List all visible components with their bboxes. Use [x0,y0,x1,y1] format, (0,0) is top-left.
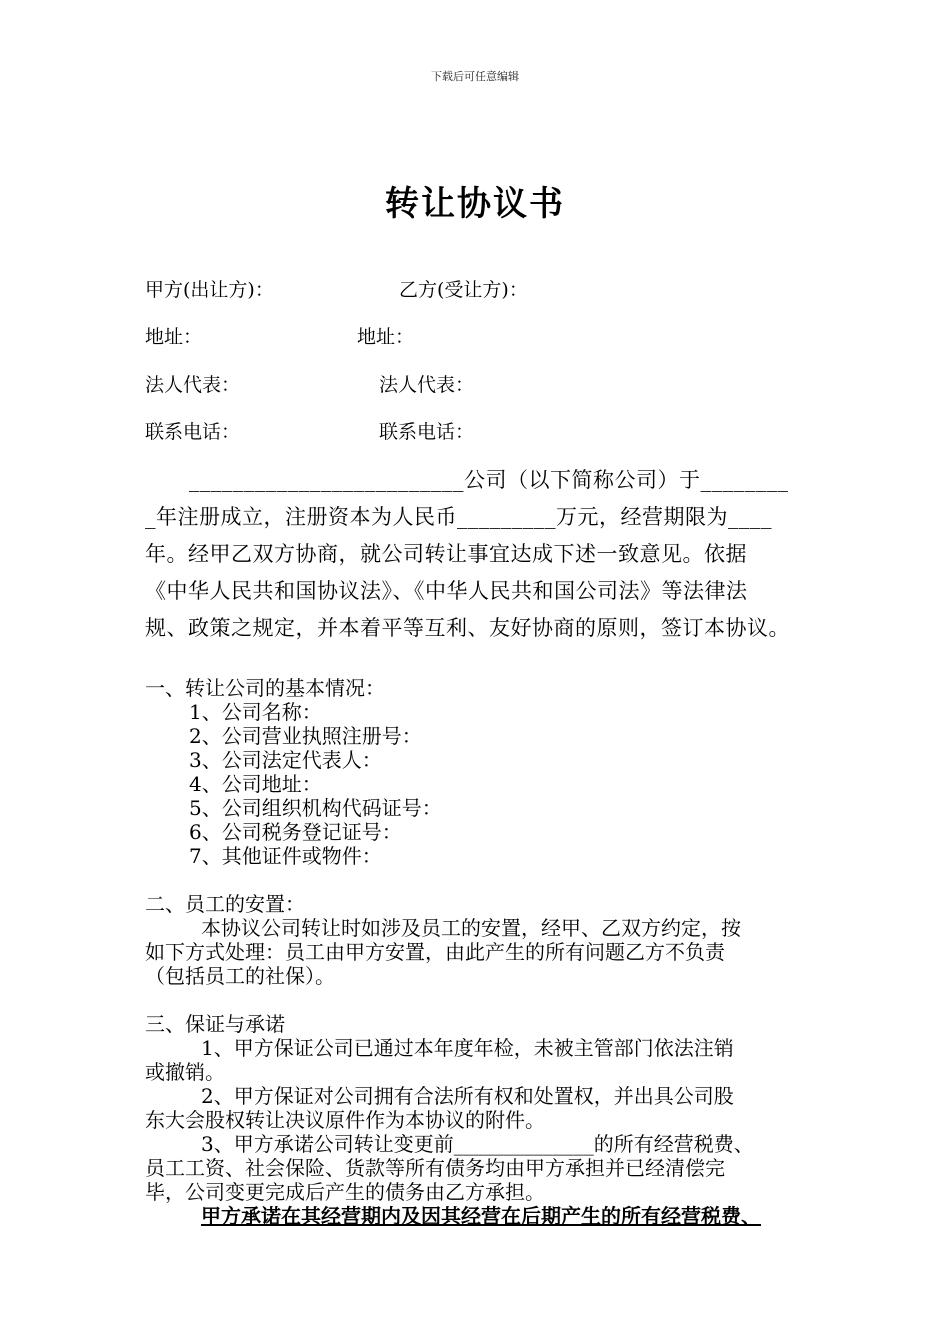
intro-line: 《中华人民共和国协议法》、《中华人民共和国公司法》等法律法 [145,579,748,603]
document-body [145,676,810,1228]
party-b-legal-rep-label: 法人代表： [379,374,475,396]
list-item: 5、公司组织机构代码证号： [189,796,442,820]
party-a-legal-rep-label: 法人代表： [145,374,241,396]
intro-line: _________________________公司（以下简称公司）于________ [189,468,789,492]
section3-text: 东大会股权转让决议原件作为本协议的附件。 [145,1108,545,1132]
section3-text: 员工工资、社会保险、货款等所有债务均由甲方承担并已经清偿完 [145,1156,725,1180]
party-a-label: 甲方(出让方)： [145,279,274,301]
party-b-address-label: 地址： [357,326,415,348]
section3-text: 毕，公司变更完成后产生的债务由乙方承担。 [145,1180,545,1204]
list-item: 4、公司地址： [189,772,322,796]
list-item: 3、公司法定代表人： [189,748,382,772]
intro-paragraph [145,462,807,647]
section3-text: 或撤销。 [145,1060,225,1084]
section1-heading: 一、转让公司的基本情况： [145,676,385,700]
intro-line: _年注册成立，注册资本为人民币_________万元，经营期限为____ [145,505,772,529]
list-item: 6、公司税务登记证号： [189,820,402,844]
section2-heading: 二、员工的安置： [145,892,305,916]
section3-emphasis-text: 甲方承诺在其经营期内及因其经营在后期产生的所有经营税费、 [201,1204,761,1228]
section3-heading: 三、保证与承诺 [145,1012,285,1036]
section2-text: 如下方式处理：员工由甲方安置，由此产生的所有问题乙方不负责 [145,940,725,964]
section2-text: （包括员工的社保）。 [145,964,335,988]
list-item: 2、公司营业执照注册号： [189,724,422,748]
party-a-phone-label: 联系电话： [145,421,241,443]
intro-line: 规、政策之规定，并本着平等互利、友好协商的原则，签订本协议。 [145,616,790,640]
header-note: 下载后可任意编辑 [431,70,519,83]
section2-text: 本协议公司转让时如涉及员工的安置，经甲、乙双方约定，按 [201,916,741,940]
section3-text: 3、甲方承诺公司转让变更前______________的所有经营税费、 [201,1132,754,1156]
list-item: 7、其他证件或物件： [189,844,382,868]
section3-text: 2、甲方保证对公司拥有合法所有权和处置权，并出具公司股 [201,1084,734,1108]
party-b-label: 乙方(受让方)： [399,279,528,301]
document-title: 转让协议书 [385,184,565,224]
party-a-address-label: 地址： [145,326,203,348]
party-b-phone-label: 联系电话： [379,421,475,443]
section3-text: 1、甲方保证公司已通过本年度年检，未被主管部门依法注销 [201,1036,734,1060]
intro-line: 年。经甲乙双方协商，就公司转让事宜达成下述一致意见。依据 [145,542,747,566]
list-item: 1、公司名称： [189,700,322,724]
